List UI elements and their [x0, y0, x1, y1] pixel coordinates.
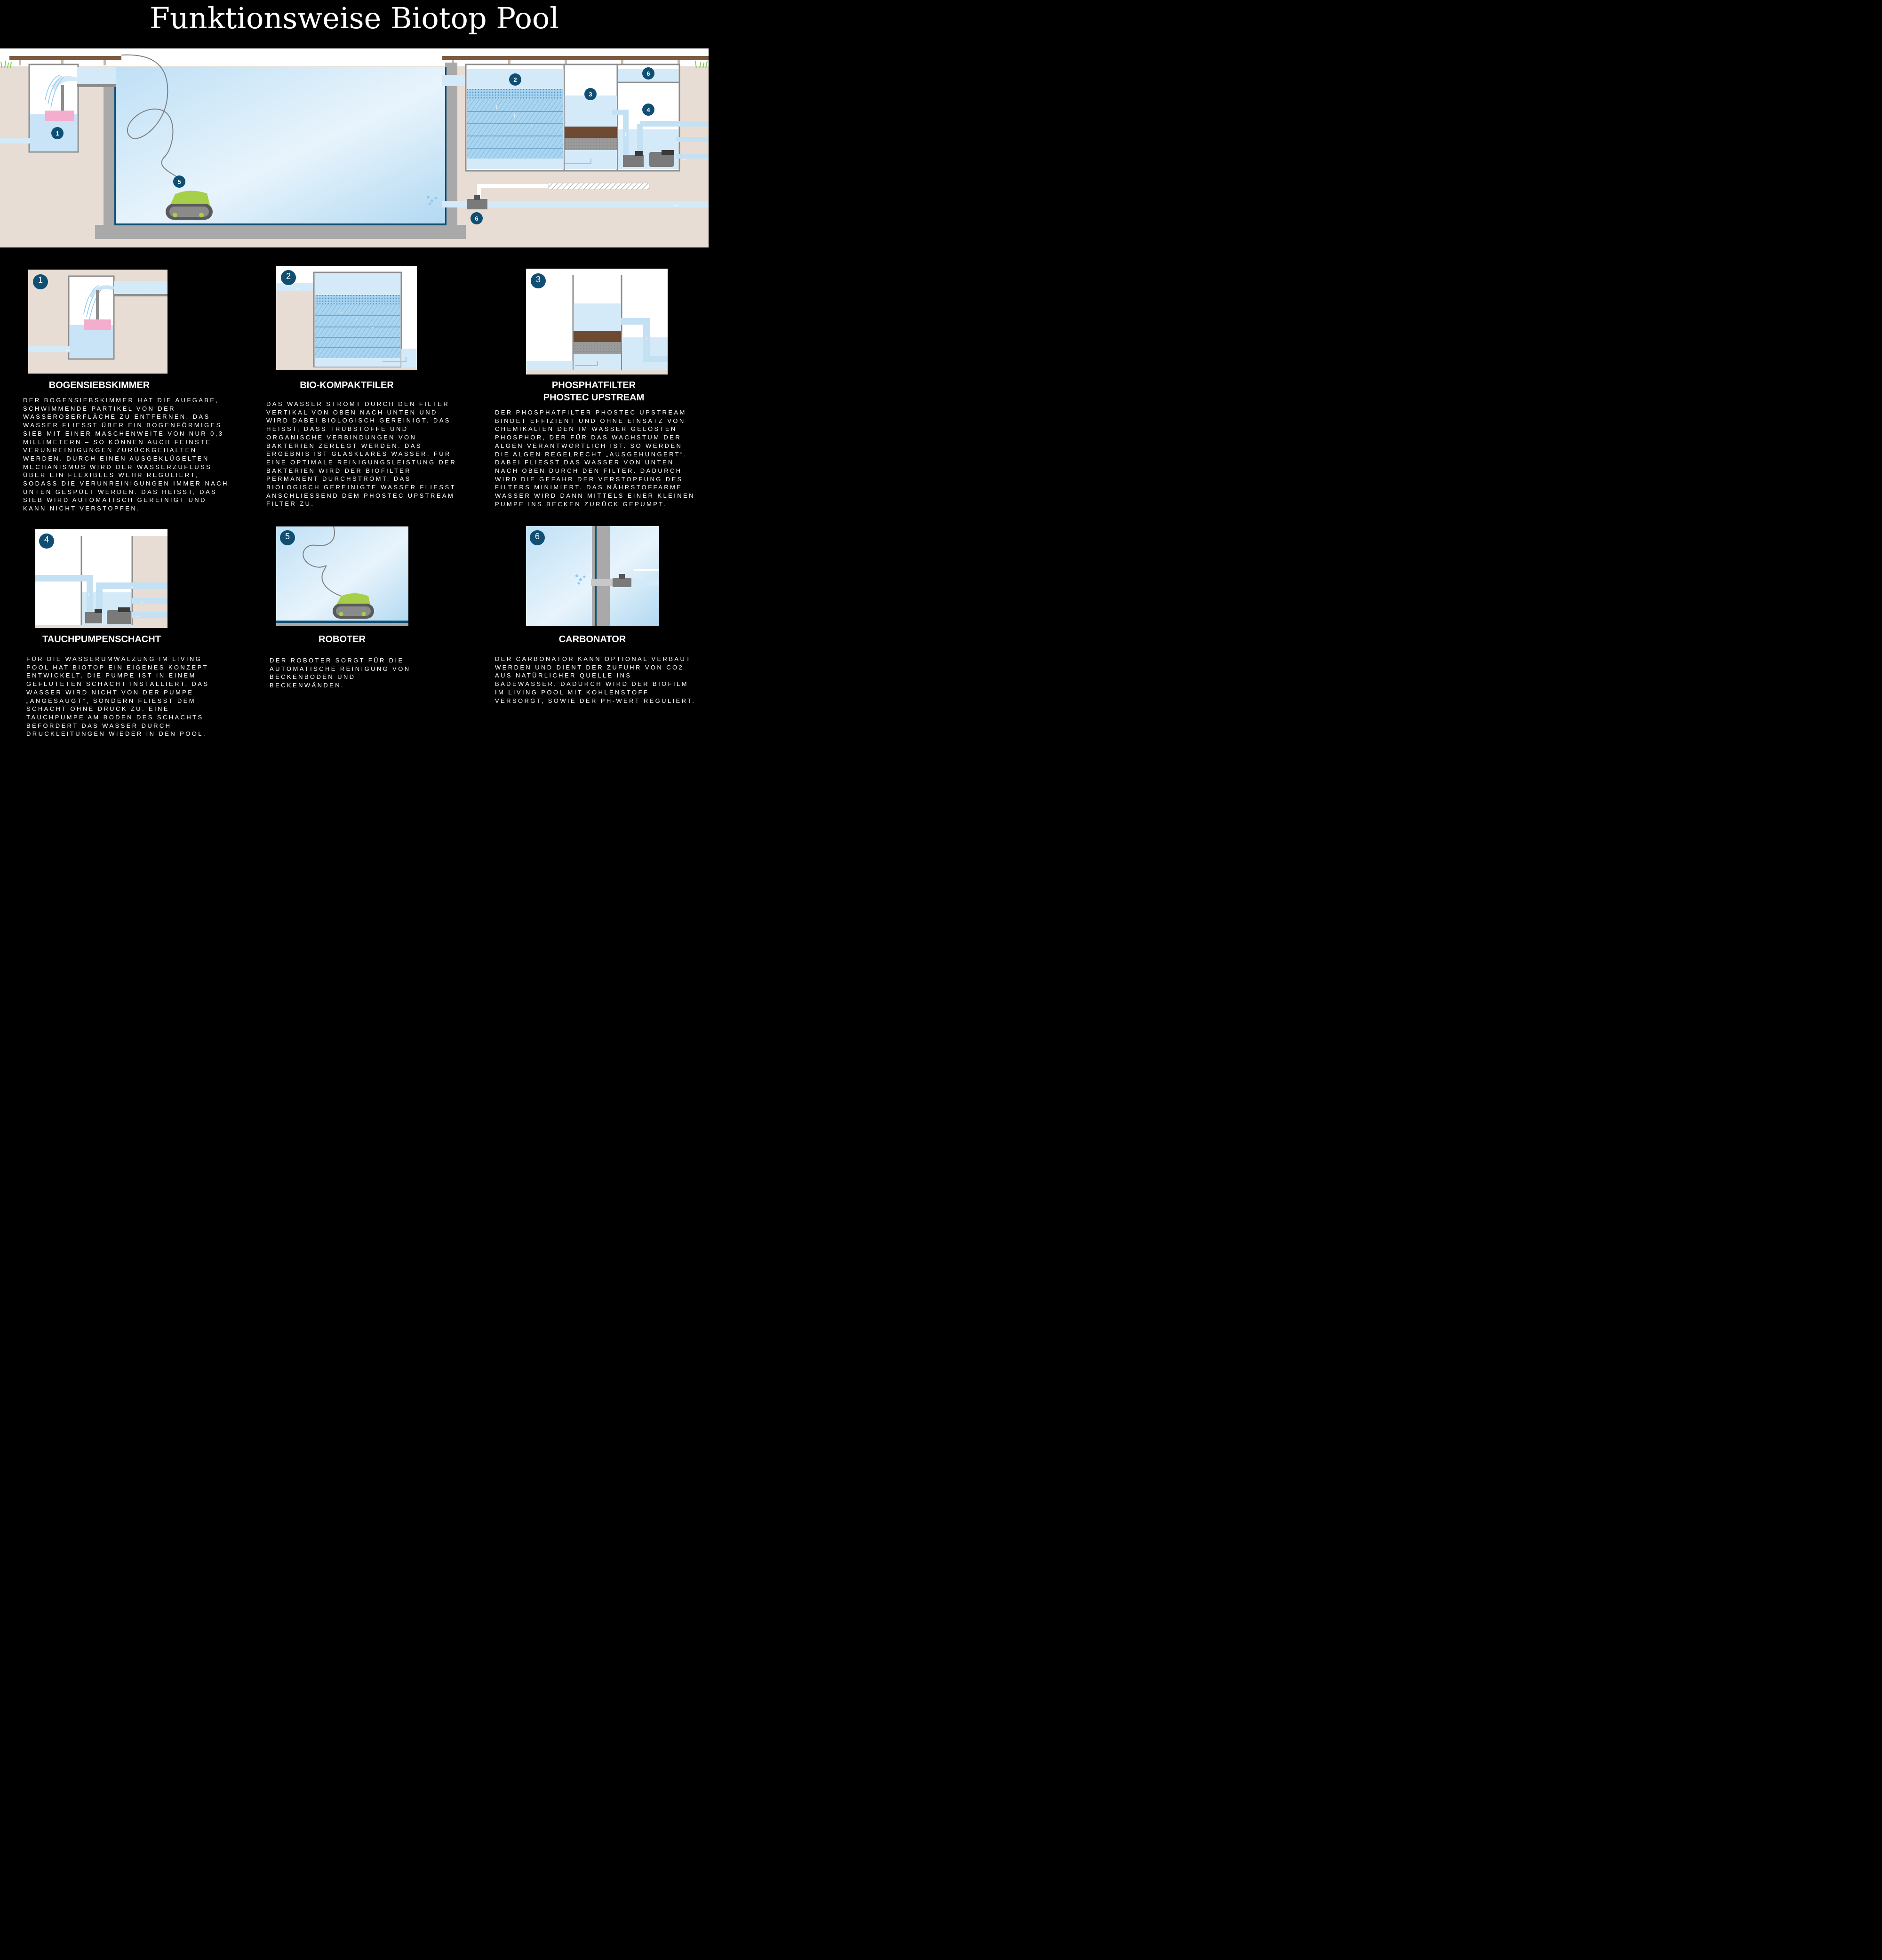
skimmer-panel — [28, 270, 167, 374]
svg-text:→: → — [440, 77, 447, 85]
svg-text:↓: ↓ — [355, 314, 359, 322]
section-number-4: 4 — [44, 535, 49, 544]
heading-biofilter: BIO-KOMPAKTFILER — [300, 380, 394, 390]
svg-text:1: 1 — [56, 130, 59, 137]
carbonator-panel — [526, 526, 659, 626]
svg-text:↓: ↓ — [339, 307, 343, 314]
svg-text:→: → — [295, 284, 301, 291]
svg-text:→: → — [128, 582, 135, 590]
description-robot: DER ROBOTER SORGT FÜR DIE AUTOMATISCHE REINIGUNG VON BECKENBODEN UND BECKENWÄNDEN. — [270, 657, 411, 689]
svg-text:←: ← — [673, 200, 679, 208]
heading-skimmer: BOGENSIEBSKIMMER — [48, 380, 150, 390]
svg-text:3: 3 — [589, 91, 592, 98]
section-number-2: 2 — [286, 271, 291, 281]
description-phosphate-filter: DER PHOSPHATFILTER PHOSTEC UPSTREAM BINDET EFFIZIENT UND OHNE EINSATZ VON CHEMIKALIEN DEN IM WASSER GELÖSTEN PHOSPHOR, DER FÜR DAS WACHSTUM DER ALGEN VERANTWORTLICH IST. SO WERDEN DIE ALGEN REGELRECHT „AUSGEHUNGERT“. DABEI FLIESST DAS WASSER VON UNTEN NACH OBEN DURCH DEN FILTER. DADURCH WIRD DIE GEFAHR DER VERSTOPFUNG DES FILTERS MINIMIERT. DAS NÄHRSTOFFARME WASSER WIRD DANN MITTELS EINER KLEINEN PUMPE INS BECKEN ZURÜCK GEPUMPT. — [495, 409, 695, 508]
carbonator-illustration — [526, 526, 659, 626]
hero-marker-4 — [642, 104, 654, 116]
heading-carbonator: CARBONATOR — [558, 634, 626, 645]
heading-phosphate-filter-line1: PHOSPHATFILTER — [551, 380, 636, 390]
heading-pump-shaft: TAUCHPUMPENSCHACHT — [42, 634, 161, 645]
description-carbonator: DER CARBONATOR KANN OPTIONAL VERBAUT WERDEN UND DIENT DER ZUFUHR VON CO2 AUS NATÜRLICHER QUELLE INS BADEWASSER. DADURCH WIRD DER BIOFILM IM LIVING POOL MIT KOHLENSTOFF VERSORGT, SOWIE DER PH-WERT REGULIERT. — [495, 655, 696, 704]
biofilter-panel — [276, 266, 417, 370]
hero-marker-6-bottom — [470, 212, 483, 224]
svg-text:↓: ↓ — [624, 130, 627, 137]
svg-text:→: → — [134, 612, 140, 619]
svg-text:←: ← — [65, 346, 71, 353]
description-pump-shaft: FÜR DIE WASSERUMWÄLZUNG IM LIVING POOL HAT BIOTOP EIN EIGENES KONZEPT ENTWICKELT. DIE PUMPE IST IN EINEM GEFLUTETEN SCHACHT INSTALLIERT. DAS WASSER WIRD NICHT VON DER PUMPE „ANGESAUGT“, SONDERN FLIESST DEM SCHACHT OHNE DRUCK ZU. EINE TAUCHPUMPE AM BODEN DES SCHACHTS BEFÖRDERT DAS WASSER DURCH DRUCKLEITUNGEN WIEDER IN DEN POOL. — [26, 655, 209, 738]
description-skimmer: DER BOGENSIEBSKIMMER HAT DIE AUFGABE, SCHWIMMENDE PARTIKEL VON DER WASSEROBERFLÄCHE ZU ENTFERNEN. DAS WASSER FLIESST ÜBER EIN BOGENFÖRMIGES SIEB MIT EINER MASCHENWEITE VON NUR 0,3 MILLIMETERN – SO KÖNNEN AUCH FEINSTE VERUNREINIGUNGEN ZURÜCKGEHALTEN WERDEN. DURCH EINEN AUSGEKLÜGELTEN MECHANISMUS WIRD DER WASSERZUFLUSS ÜBER EIN FLEXIBLES WEHR REGULIERT, SODASS DIE VERUNREINIGUNGEN IMMER NACH UNTEN GESPÜLT WERDEN. DAS HEISST, DAS SIEB WIRD AUTOMATISCH GEREINIGT UND KANN NICHT VERSTOPFEN. — [23, 397, 229, 512]
hero-marker-1 — [51, 127, 64, 139]
pump-shaft-panel — [35, 529, 167, 628]
phosphate-filter-illustration — [526, 269, 668, 374]
svg-text:→: → — [680, 154, 687, 162]
svg-text:4: 4 — [646, 106, 650, 113]
phosphate-filter-panel — [526, 269, 668, 374]
pool-system-diagram — [0, 48, 709, 247]
svg-text:6: 6 — [475, 215, 478, 222]
section-number-6: 6 — [534, 532, 540, 541]
svg-text:5: 5 — [177, 178, 181, 185]
heading-phosphate-filter-line2: PHOSTEC UPSTREAM — [543, 392, 645, 403]
hero-marker-3 — [584, 88, 597, 100]
hero-marker-6-top — [642, 67, 654, 80]
hero-marker-2 — [509, 73, 521, 86]
section-number-1: 1 — [38, 275, 43, 285]
skimmer-illustration — [28, 270, 167, 374]
hero-marker-5 — [173, 175, 185, 188]
description-biofilter: DAS WASSER STRÖMT DURCH DEN FILTER VERTIKAL VON OBEN NACH UNTEN UND WIRD DABEI BIOLOGISCH GEREINIGT. DAS HEISST, DASS TRÜBSTOFFE UND ORGANISCHE VERBINDUNGEN VON BAKTERIEN ZERLEGT WERDEN. DAS ERGEBNIS IST GLASKLARES WASSER. FÜR EINE OPTIMALE REINIGUNGSLEISTUNG DER BAKTERIEN WIRD DER BIOFILTER PERMANENT DURCHSTRÖMT. DAS BIOLOGISCH GEREINIGTE WASSER FLIESST ANSCHLIESSEND DEM PHOSTEC UPSTREAM FILTER ZU. — [266, 400, 457, 508]
svg-text:↓: ↓ — [371, 322, 375, 329]
section-number-3: 3 — [535, 275, 541, 284]
svg-text:↓: ↓ — [513, 111, 516, 119]
svg-text:↓: ↓ — [645, 334, 648, 341]
svg-text:←: ← — [675, 137, 681, 144]
section-number-5: 5 — [285, 532, 290, 541]
svg-text:2: 2 — [513, 76, 517, 83]
svg-text:←: ← — [140, 598, 146, 605]
pump-shaft-illustration — [35, 529, 167, 628]
svg-text:←: ← — [146, 284, 152, 292]
heading-robot: ROBOTER — [319, 634, 366, 645]
svg-text:→: → — [675, 120, 681, 127]
svg-text:←: ← — [112, 72, 119, 80]
page-title: Funktionsweise Biotop Pool — [149, 1, 559, 35]
svg-text:↓: ↓ — [87, 590, 90, 598]
svg-text:↓: ↓ — [495, 103, 498, 110]
svg-text:6: 6 — [646, 70, 650, 77]
biofilter-illustration — [276, 266, 417, 370]
svg-text:↓: ↓ — [530, 120, 534, 127]
svg-text:←: ← — [26, 138, 32, 145]
robot-panel — [276, 526, 408, 626]
robot-illustration — [276, 526, 408, 626]
